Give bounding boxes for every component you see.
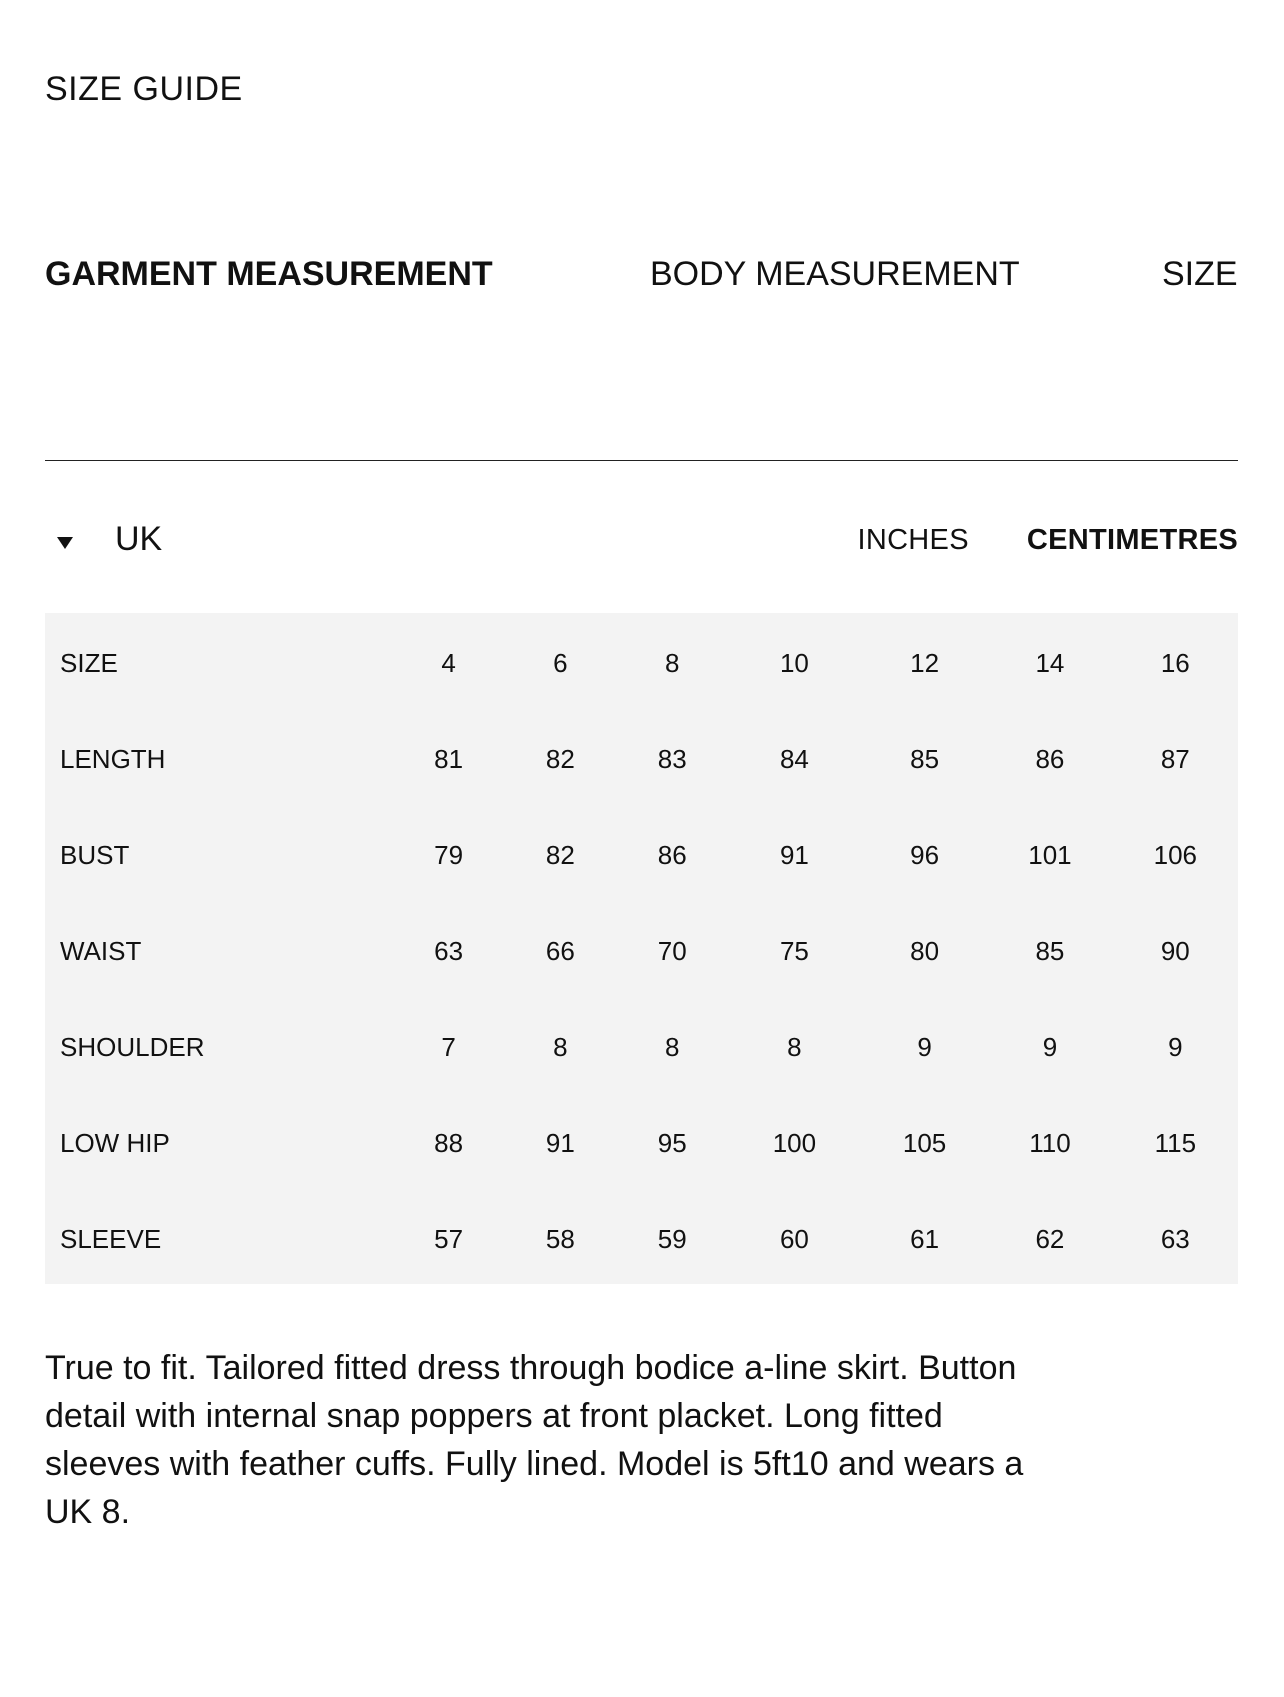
divider [45,460,1238,461]
table-cell: 86 [657,839,687,870]
row-label-sleeve: SLEEVE [60,1223,162,1254]
row-label-length: LENGTH [60,743,166,774]
table-cell: 6 [553,647,568,678]
table-cell: 8 [664,647,680,678]
table-cell: 66 [545,935,575,966]
table-cell: 61 [910,1223,940,1254]
table-cell: 8 [787,1031,802,1062]
table-cell: 106 [1153,839,1197,870]
table-cell: 100 [772,1127,817,1158]
row-label-waist: WAIST [60,935,142,966]
table-cell: 82 [545,839,575,870]
table-cell: 63 [1160,1223,1190,1254]
table-cell: 14 [1035,647,1065,678]
table-cell: 84 [779,743,809,774]
table-cell: 8 [553,1031,568,1062]
tab-size[interactable]: SIZE [1162,255,1238,293]
table-row [45,1095,1238,1191]
table-row [45,1191,1238,1287]
table-cell: 4 [441,647,456,678]
row-label-size: SIZE [60,647,118,678]
table-cell: 12 [910,647,940,678]
table-cell: 9 [1042,1031,1058,1062]
row-label-low-hip: LOW HIP [60,1127,170,1158]
table-cell: 115 [1154,1127,1197,1158]
table-cell: 8 [664,1031,680,1062]
table-cell: 85 [1035,935,1065,966]
table-cell: 16 [1160,647,1190,678]
row-label-bust: BUST [60,839,130,870]
table-cell: 101 [1028,839,1072,870]
table-cell: 62 [1035,1223,1065,1254]
unit-inches-button[interactable]: INCHES [857,524,969,556]
row-label-shoulder: SHOULDER [60,1031,205,1062]
table-cell: 83 [657,743,687,774]
table-row [45,711,1238,807]
tab-body-measurement[interactable]: BODY MEASUREMENT [650,255,1020,293]
table-row [45,903,1238,999]
table-cell: 82 [545,743,575,774]
table-cell: 75 [779,935,809,966]
table-cell: 70 [657,935,687,966]
region-unit-row [45,520,1238,564]
table-cell: 9 [1168,1031,1183,1062]
table-cell: 95 [657,1127,687,1158]
table-cell: 91 [545,1127,575,1158]
table-cell: 87 [1160,743,1190,774]
table-cell: 81 [434,743,464,774]
measurement-tabs [45,255,1284,305]
region-dropdown[interactable] [57,520,162,559]
size-table [45,615,1238,1287]
table-cell: 110 [1029,1127,1071,1158]
table-cell: 10 [779,647,809,678]
table-cell: 105 [902,1127,947,1158]
unit-toggle [857,524,1238,557]
table-cell: 9 [917,1031,932,1062]
unit-centimetres-button[interactable]: CENTIMETRES [1026,524,1238,556]
table-row [45,999,1238,1095]
table-row [45,615,1238,711]
table-cell: 63 [434,935,464,966]
page-title: SIZE GUIDE [45,70,243,108]
table-cell: 90 [1160,935,1190,966]
table-cell: 58 [545,1223,575,1254]
table-cell: 86 [1035,743,1065,774]
table-cell: 80 [910,935,940,966]
table-cell: 88 [434,1127,464,1158]
table-cell: 59 [657,1223,687,1254]
table-cell: 96 [910,839,940,870]
table-cell: 7 [441,1031,456,1062]
product-fit-description: True to fit. Tailored fitted dress through bodice a-line skirt. Button detail with internal snap poppers at front placket. Long fitted sleeves with feather cuffs. Fully lined. Model is 5ft10 and wears a UK 8. [45,1349,1024,1531]
table-cell: 60 [779,1223,809,1254]
table-row [45,807,1238,903]
table-cell: 79 [434,839,464,870]
tab-garment-measurement[interactable]: GARMENT MEASUREMENT [45,255,493,293]
table-cell: 57 [434,1223,464,1254]
caret-down-icon[interactable] [57,537,73,549]
table-cell: 91 [779,839,809,870]
table-cell: 85 [910,743,940,774]
region-label[interactable]: UK [115,520,163,558]
size-table-container [45,613,1238,1284]
